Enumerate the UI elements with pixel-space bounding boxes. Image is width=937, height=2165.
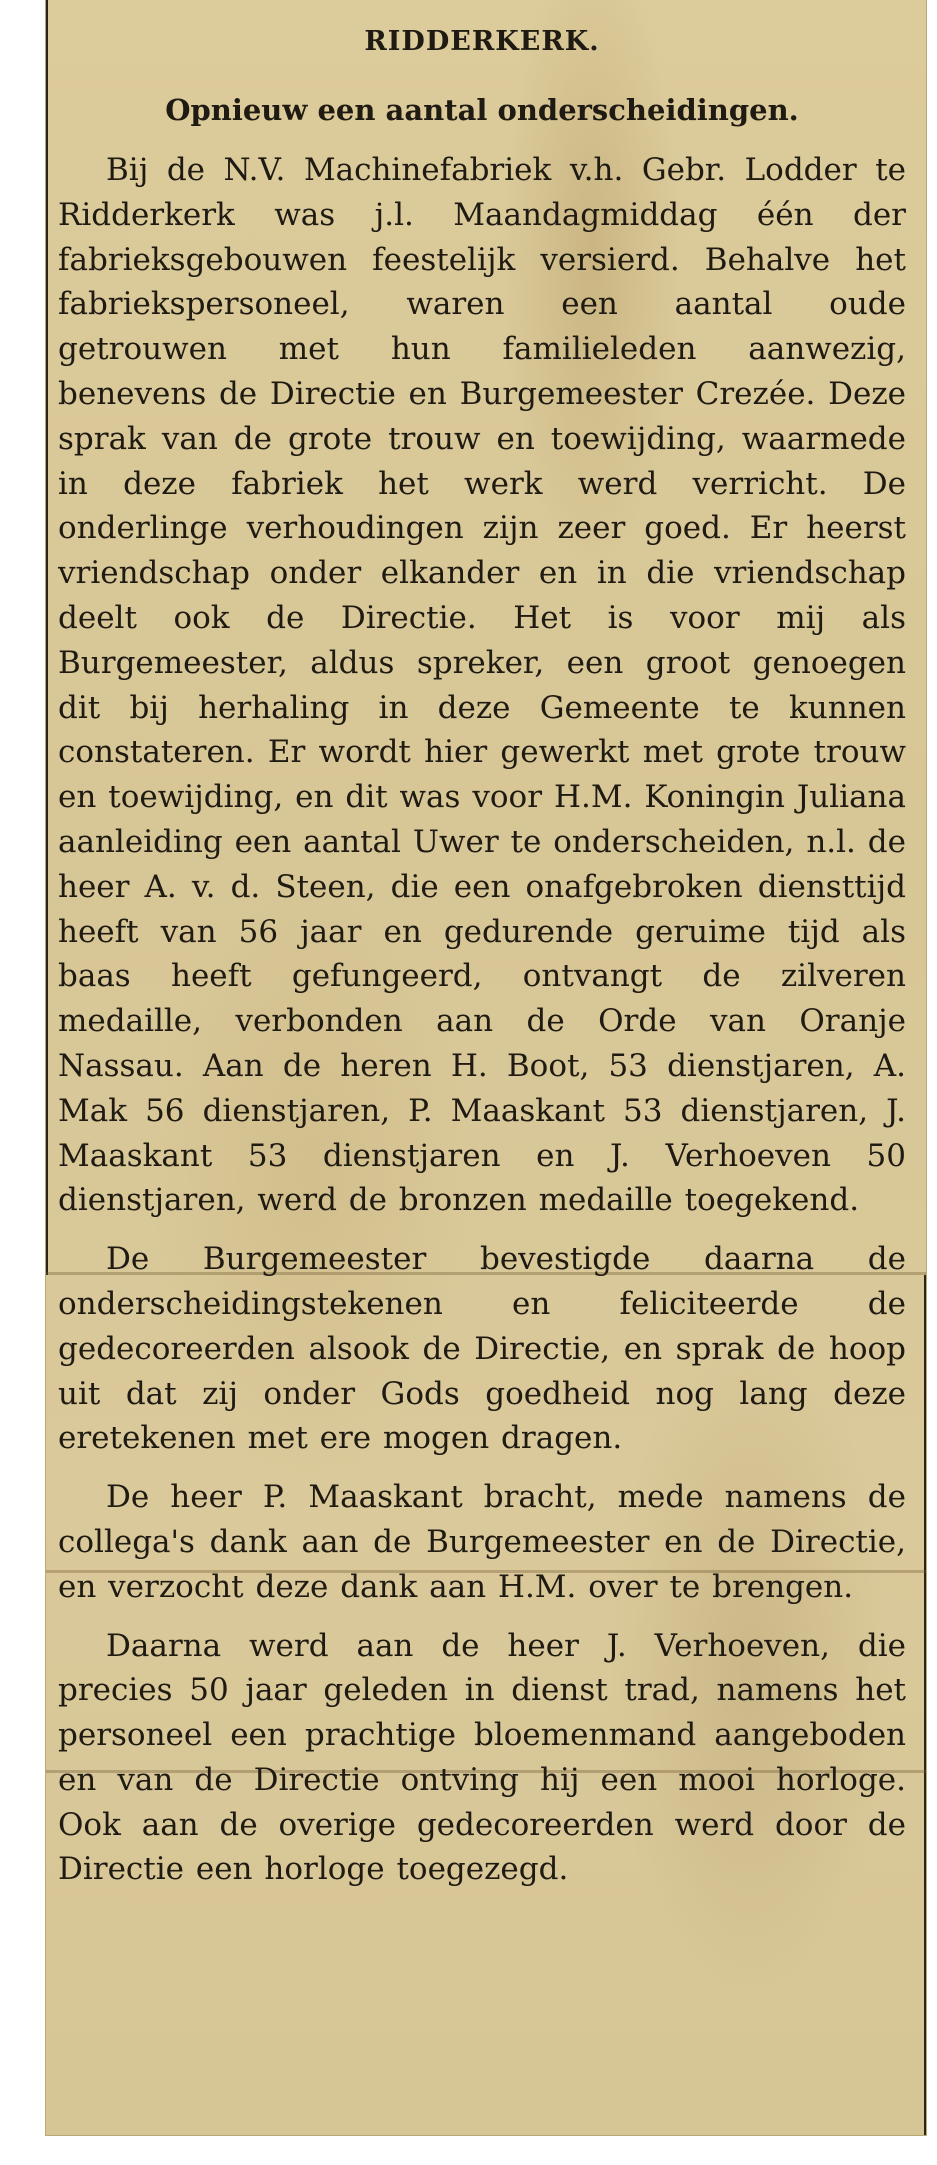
- article-paragraph-3: De heer P. Maaskant bracht, mede namens de collega's dank aan de Burgemeester en de Directie, en verzocht deze dank aan H.M. over te brengen.: [58, 1479, 906, 1605]
- article-paragraph-2: De Burgemeester bevestigde daarna de onderscheidingstekenen en feliciteerde de gedecoreerden alsook de Directie, en sprak de hoop uit dat zij onder Gods goedheid nog lang deze eretekenen met ere mogen dragen.: [58, 1241, 906, 1457]
- article: [46, 0, 926, 1892]
- article-dateline: RIDDERKERK.: [364, 26, 600, 57]
- article-paragraph-1: Bij de N.V. Machinefabriek v.h. Gebr. Lodder te Ridderkerk was j.l. Maandagmiddag één der fabrieksgebouwen feestelijk versierd. Behalve het fabriekspersoneel, waren een aantal oude getrouwen met hun familieleden aanwezig, benevens de Directie en Burgemeester Crezée. Deze sprak van de grote trouw en toewijding, waarmede in deze fabriek het werk werd verricht. De onderlinge verhoudingen zijn zeer goed. Er heerst vriendschap onder elkander en in die vriendschap deelt ook de Directie. Het is voor mij als Burgemeester, aldus spreker, een groot genoegen dit bij herhaling in deze Gemeente te kunnen constateren. Er wordt hier gewerkt met grote trouw en toewijding, en dit was voor H.M. Koningin Juliana aanleiding een aantal Uwer te onderscheiden, n.l. de heer A. v. d. Steen, die een onafgebroken diensttijd heeft van 56 jaar en gedurende geruime tijd als baas heeft gefungeerd, ontvangt de zilveren medaille, verbonden aan de Orde van Oranje Nassau. Aan de heren H. Boot, 53 dienstjaren, A. Mak 56 dienstjaren, P. Maaskant 53 dienstjaren, J. Maaskant 53 dienstjaren en J. Verhoeven 50 dienstjaren, werd de bronzen medaille toegekend.: [58, 152, 906, 1219]
- newspaper-clipping: [46, 0, 926, 2135]
- article-headline: Opnieuw een aantal onderscheidingen.: [165, 93, 799, 127]
- article-paragraph-4: Daarna werd aan de heer J. Verhoeven, die precies 50 jaar geleden in dienst trad, namens het personeel een prachtige bloemenmand aangeboden en van de Directie ontving hij een mooi horloge. Ook aan de overige gedecoreerden werd door de Directie een horloge toegezegd.: [58, 1627, 906, 1888]
